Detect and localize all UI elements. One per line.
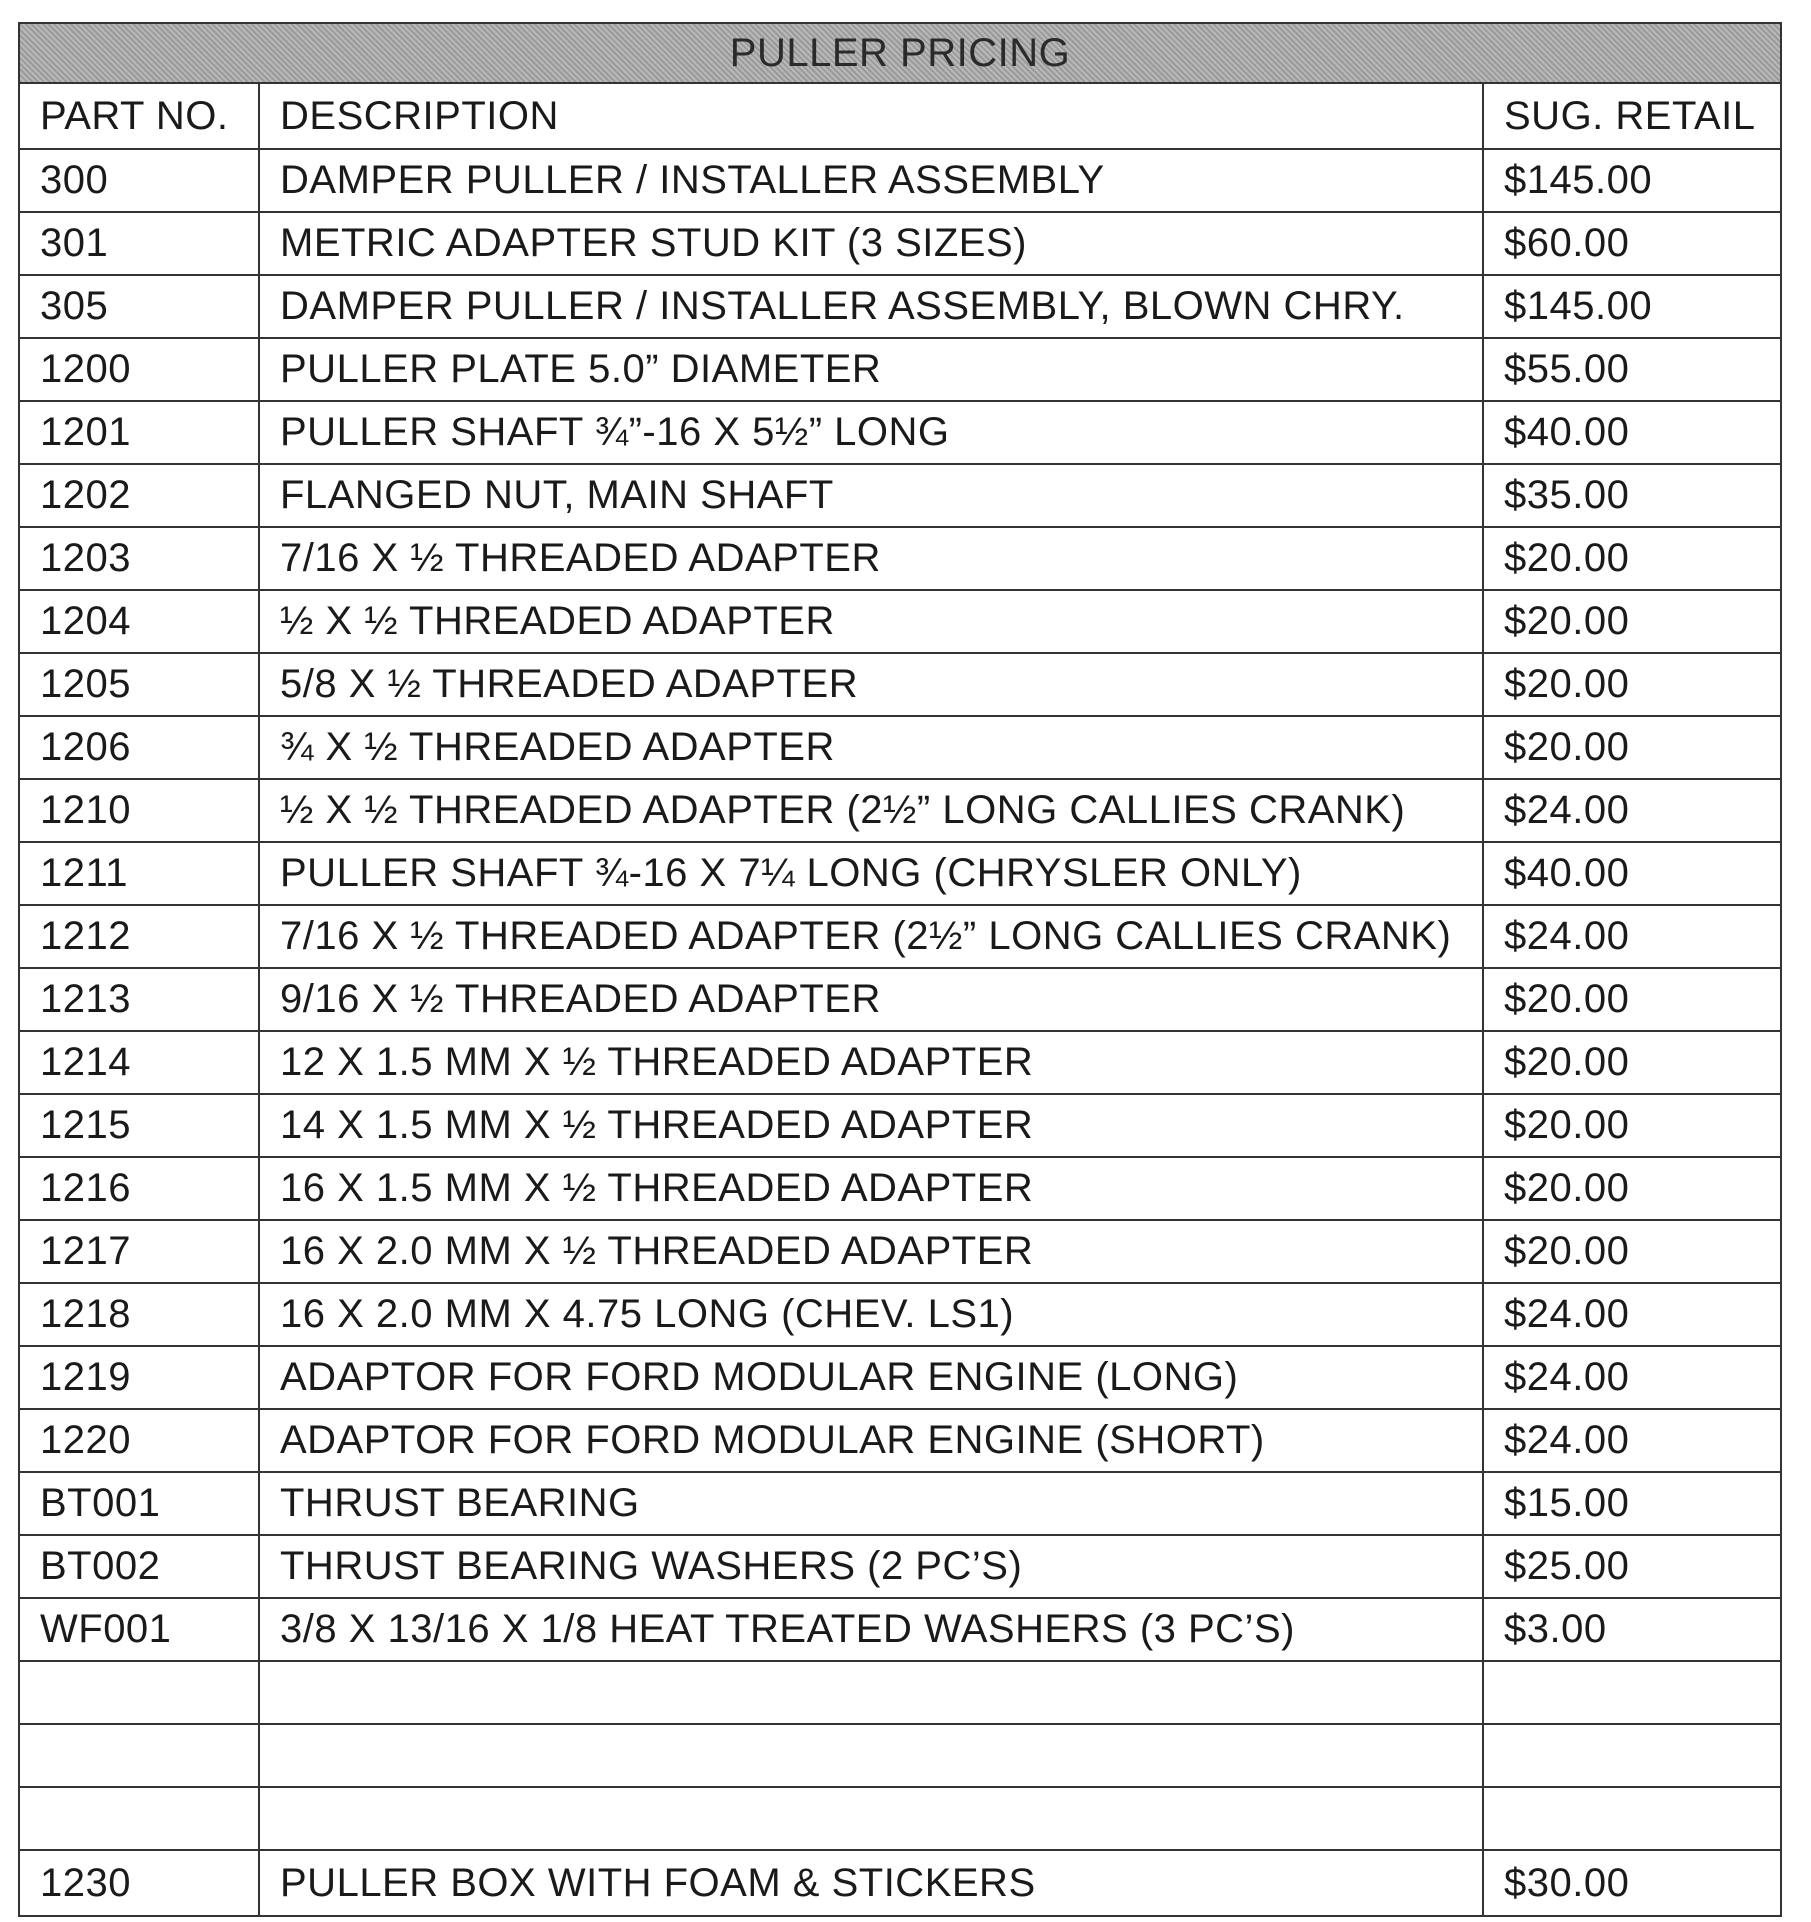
description: 9/16 X ½ THREADED ADAPTER [259,968,1483,1031]
price: $20.00 [1483,1157,1781,1220]
table-row [19,1409,1781,1472]
table-row [19,212,1781,275]
part-number: 1213 [19,968,259,1031]
blank-cell [19,1724,259,1787]
price: $60.00 [1483,212,1781,275]
part-number: 1220 [19,1409,259,1472]
column-header-price: SUG. RETAIL [1483,83,1781,149]
part-number: 1201 [19,401,259,464]
description: THRUST BEARING WASHERS (2 PC’S) [259,1535,1483,1598]
price: $20.00 [1483,1031,1781,1094]
description: DAMPER PULLER / INSTALLER ASSEMBLY, BLOWN CHRY. [259,275,1483,338]
description: PULLER PLATE 5.0” DIAMETER [259,338,1483,401]
table-row [19,716,1781,779]
description: 16 X 2.0 MM X ½ THREADED ADAPTER [259,1220,1483,1283]
table-row [19,653,1781,716]
description: FLANGED NUT, MAIN SHAFT [259,464,1483,527]
part-number: 1215 [19,1094,259,1157]
part-number: BT001 [19,1472,259,1535]
description: ½ X ½ THREADED ADAPTER [259,590,1483,653]
part-number: 1204 [19,590,259,653]
table-row [19,590,1781,653]
table-row [19,1598,1781,1661]
table-row [19,527,1781,590]
description: 16 X 2.0 MM X 4.75 LONG (CHEV. LS1) [259,1283,1483,1346]
table-row [19,401,1781,464]
part-number: 301 [19,212,259,275]
description: ¾ X ½ THREADED ADAPTER [259,716,1483,779]
price: $40.00 [1483,401,1781,464]
price: $145.00 [1483,275,1781,338]
blank-cell [19,1661,259,1724]
column-header-description: DESCRIPTION [259,83,1483,149]
footer-row [19,1850,1781,1916]
price: $20.00 [1483,1094,1781,1157]
blank-cell [259,1661,1483,1724]
price: $20.00 [1483,716,1781,779]
description: 16 X 1.5 MM X ½ THREADED ADAPTER [259,1157,1483,1220]
part-number: 1217 [19,1220,259,1283]
description: 5/8 X ½ THREADED ADAPTER [259,653,1483,716]
price: $20.00 [1483,527,1781,590]
part-number: BT002 [19,1535,259,1598]
price: $40.00 [1483,842,1781,905]
price: $20.00 [1483,968,1781,1031]
blank-cell [1483,1661,1781,1724]
table-row [19,1346,1781,1409]
description: PULLER SHAFT ¾-16 X 7¼ LONG (CHRYSLER ONLY) [259,842,1483,905]
price: $24.00 [1483,1283,1781,1346]
description: 7/16 X ½ THREADED ADAPTER (2½” LONG CALLIES CRANK) [259,905,1483,968]
part-number: 1216 [19,1157,259,1220]
table-row [19,1220,1781,1283]
price: $35.00 [1483,464,1781,527]
price: $24.00 [1483,779,1781,842]
price: $30.00 [1483,1850,1781,1916]
blank-cell [19,1787,259,1850]
part-number: 1210 [19,779,259,842]
price: $24.00 [1483,905,1781,968]
price: $20.00 [1483,590,1781,653]
description: 12 X 1.5 MM X ½ THREADED ADAPTER [259,1031,1483,1094]
column-header-row [19,83,1781,149]
description: 14 X 1.5 MM X ½ THREADED ADAPTER [259,1094,1483,1157]
description: 3/8 X 13/16 X 1/8 HEAT TREATED WASHERS (3 PC’S) [259,1598,1483,1661]
table-row [19,905,1781,968]
table-row [19,842,1781,905]
table-row [19,149,1781,212]
blank-row [19,1787,1781,1850]
table-row [19,464,1781,527]
price: $15.00 [1483,1472,1781,1535]
part-number: 1202 [19,464,259,527]
part-number: 1230 [19,1850,259,1916]
blank-cell [1483,1724,1781,1787]
price: $3.00 [1483,1598,1781,1661]
table-row [19,1094,1781,1157]
description: 7/16 X ½ THREADED ADAPTER [259,527,1483,590]
blank-cell [259,1724,1483,1787]
price: $24.00 [1483,1409,1781,1472]
part-number: 1214 [19,1031,259,1094]
part-number: WF001 [19,1598,259,1661]
blank-row [19,1724,1781,1787]
table-row [19,275,1781,338]
description: ADAPTOR FOR FORD MODULAR ENGINE (LONG) [259,1346,1483,1409]
table-row [19,1283,1781,1346]
price: $20.00 [1483,653,1781,716]
part-number: 1200 [19,338,259,401]
description: METRIC ADAPTER STUD KIT (3 SIZES) [259,212,1483,275]
description: THRUST BEARING [259,1472,1483,1535]
blank-cell [1483,1787,1781,1850]
table-title: PULLER PRICING [19,23,1781,83]
part-number: 1206 [19,716,259,779]
description: PULLER SHAFT ¾”-16 X 5½” LONG [259,401,1483,464]
price: $24.00 [1483,1346,1781,1409]
description: DAMPER PULLER / INSTALLER ASSEMBLY [259,149,1483,212]
part-number: 1212 [19,905,259,968]
price: $20.00 [1483,1220,1781,1283]
blank-cell [259,1787,1483,1850]
price: $55.00 [1483,338,1781,401]
column-header-part: PART NO. [19,83,259,149]
blank-row [19,1661,1781,1724]
description: ADAPTOR FOR FORD MODULAR ENGINE (SHORT) [259,1409,1483,1472]
table-row [19,968,1781,1031]
table-row [19,1535,1781,1598]
table-body [19,149,1781,1916]
part-number: 1219 [19,1346,259,1409]
pricing-table [18,22,1782,1917]
price-sheet [18,22,1780,1905]
description: ½ X ½ THREADED ADAPTER (2½” LONG CALLIES CRANK) [259,779,1483,842]
price: $145.00 [1483,149,1781,212]
part-number: 300 [19,149,259,212]
table-row [19,1157,1781,1220]
table-row [19,1031,1781,1094]
part-number: 1203 [19,527,259,590]
table-row [19,1472,1781,1535]
table-title-row [19,23,1781,83]
part-number: 1205 [19,653,259,716]
table-row [19,338,1781,401]
price: $25.00 [1483,1535,1781,1598]
description: PULLER BOX WITH FOAM & STICKERS [259,1850,1483,1916]
part-number: 305 [19,275,259,338]
part-number: 1211 [19,842,259,905]
table-row [19,779,1781,842]
part-number: 1218 [19,1283,259,1346]
